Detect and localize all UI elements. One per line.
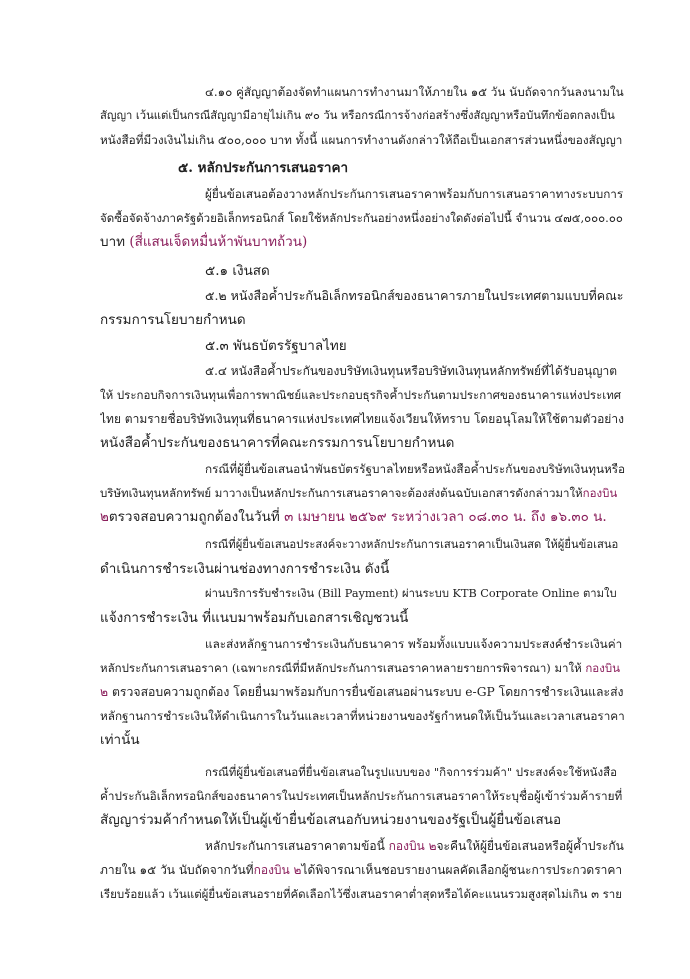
item-5-2-line-1: ๕.๒ หนังสือค้ำประกันอิเล็กทรอนิกส์ของธนาคารภายในประเทศตามแบบที่คณะ bbox=[205, 288, 624, 303]
intro-baht-prefix: บาท bbox=[100, 234, 130, 250]
item-5-1: ๕.๑ เงินสด bbox=[205, 263, 270, 279]
bond-paragraph-line-3 bbox=[100, 507, 625, 527]
bill-payment-line-1: ผ่านบริการรับชำระเงิน (Bill Payment) ผ่านระบบ KTB Corporate Online ตามใบ bbox=[205, 587, 617, 600]
cash-paragraph-line-1: กรณีที่ผู้ยื่นข้อเสนอประสงค์จะวางหลักประกันการเสนอราคาเป็นเงินสด ให้ผู้ยื่นข้อเสนอ bbox=[205, 538, 619, 551]
item-5-4-line-1: ๕.๔ หนังสือค้ำประกันของบริษัทเงินทุนหรือบริษัทเงินทุนหลักทรัพย์ที่ได้รับอนุญาต bbox=[205, 364, 617, 378]
clause-4-10-line-3: หนังสือที่มีวงเงินไม่เกิน ๕๐๐,๐๐๐ บาท ทั้งนี้ แผนการทำงานดังกล่าวให้ถือเป็นเอกสารส่วนหนึ่งของสัญญา bbox=[100, 133, 623, 147]
return-line-1-prefix: หลักประกันการเสนอราคาตามข้อนี้ bbox=[205, 839, 389, 853]
bond-line-3-text: ตรวจสอบความถูกต้องในวันที่ bbox=[108, 509, 285, 525]
section-5-intro-line-3 bbox=[100, 232, 625, 252]
wing-2-number: ๒ bbox=[100, 509, 109, 525]
proof-paragraph-line-5: เท่านั้น bbox=[100, 732, 140, 748]
section-5-intro-line-1: ผู้ยื่นข้อเสนอต้องวางหลักประกันการเสนอราคาพร้อมกับการเสนอราคาทางระบบการ bbox=[205, 187, 624, 201]
bond-paragraph-line-1: กรณีที่ผู้ยื่นข้อเสนอนำพันธบัตรรัฐบาลไทยหรือหนังสือค้ำประกันของบริษัทเงินทุนหรือ bbox=[205, 462, 625, 476]
bond-paragraph-line-2 bbox=[100, 483, 625, 503]
proof-paragraph-line-4: หลักฐานการชำระเงินให้ดำเนินการในวันและเวลาที่หน่วยงานของรัฐกำหนดให้เป็นวันและเวลาเสนอราคา bbox=[100, 709, 625, 723]
wing-2-name: กองบิน bbox=[582, 486, 618, 500]
joint-venture-line-2: ค้ำประกันอิเล็กทรอนิกส์ของธนาคารในประเทศเป็นหลักประกันการเสนอราคาให้ระบุชื่อผู้เข้าร่วมค้ารายที่ bbox=[100, 789, 623, 803]
return-line-2-prefix: ภายใน ๑๕ วัน นับถัดจากวันที่ bbox=[100, 863, 254, 877]
cash-paragraph-line-2: ดำเนินการชำระเงินผ่านช่องทางการชำระเงิน ดังนี้ bbox=[100, 561, 390, 577]
amount-in-words: (สี่แสนเจ็ดหมื่นห้าพันบาทถ้วน) bbox=[129, 234, 308, 250]
wing-2-name: กองบิน ๒ bbox=[388, 839, 437, 853]
return-paragraph-line-2 bbox=[100, 860, 625, 880]
clause-4-10-line-1: ๔.๑๐ คู่สัญญาต้องจัดทำแผนการทำงานมาให้ภายใน ๑๕ วัน นับถัดจากวันลงนามใน bbox=[205, 85, 624, 99]
proof-paragraph-line-1: และส่งหลักฐานการชำระเงินกับธนาคาร พร้อมทั้งแบบแจ้งความประสงค์ชำระเงินค่า bbox=[205, 637, 623, 651]
section-5-intro-line-2: จัดซื้อจัดจ้างภาครัฐด้วยอิเล็กทรอนิกส์ โดยใช้หลักประกันอย่างหนึ่งอย่างใดดังต่อไปนี้ จำนวน ๔๗๕,๐๐๐.๐๐ bbox=[100, 211, 623, 225]
item-5-3: ๕.๓ พันธบัตรรัฐบาลไทย bbox=[205, 338, 347, 354]
wing-2-name: กองบิน bbox=[585, 661, 620, 675]
section-5-heading: ๕. หลักประกันการเสนอราคา bbox=[178, 160, 349, 176]
item-5-4-line-4: หนังสือค้ำประกันของธนาคารที่คณะกรรมการนโยบายกำหนด bbox=[100, 435, 455, 451]
return-paragraph-line-1 bbox=[205, 836, 625, 856]
proof-line-2-text: หลักประกันการเสนอราคา (เฉพาะกรณีที่มีหลักประกันการเสนอราคาหลายรายการพิจารณา) มาให้ bbox=[100, 661, 586, 675]
item-5-2-line-2: กรรมการนโยบายกำหนด bbox=[100, 312, 246, 328]
wing-2-number: ๒ bbox=[100, 685, 109, 699]
item-5-4-line-2: ให้ ประกอบกิจการเงินทุนเพื่อการพาณิชย์และประกอบธุรกิจค้ำประกันตามประกาศของธนาคารแห่งประเทศ bbox=[100, 388, 622, 402]
item-5-4-line-3: ไทย ตามรายชื่อบริษัทเงินทุนที่ธนาคารแห่งประเทศไทยแจ้งเวียนให้ทราบ โดยอนุโลมให้ใช้ตามตัวอย่าง bbox=[100, 412, 624, 426]
proof-paragraph-line-2 bbox=[100, 658, 625, 678]
wing-2-name: กองบิน ๒ bbox=[253, 863, 302, 877]
submission-date-time: ๓ เมษายน ๒๕๖๙ ระหว่างเวลา ๐๘.๓๐ น. ถึง ๑๖.๓๐ น. bbox=[284, 509, 607, 525]
bill-payment-line-2: แจ้งการชำระเงิน ที่แนบมาพร้อมกับเอกสารเชิญชวนนี้ bbox=[100, 610, 409, 626]
joint-venture-line-3: สัญญาร่วมค้ากำหนดให้เป็นผู้เข้ายื่นข้อเสนอกับหน่วยงานของรัฐเป็นผู้ยื่นข้อเสนอ bbox=[100, 812, 562, 828]
proof-paragraph-line-3 bbox=[100, 682, 625, 702]
clause-4-10-line-2: สัญญา เว้นแต่เป็นกรณีสัญญามีอายุไม่เกิน ๙๐ วัน หรือกรณีการจ้างก่อสร้างซึ่งสัญญาหรือบันทึกข้อตกลงเป็น bbox=[100, 109, 615, 122]
return-paragraph-line-3: เรียบร้อยแล้ว เว้นแต่ผู้ยื่นข้อเสนอรายที่คัดเลือกไว้ซึ่งเสนอราคาต่ำสุดหรือได้คะแนนรวมสูงสุดไม่เกิน ๓ ราย bbox=[100, 887, 622, 901]
bond-line-2-text: บริษัทเงินทุนหลักทรัพย์ มาวางเป็นหลักประกันการเสนอราคาจะต้องส่งต้นฉบับเอกสารดังกล่าวมาให้ bbox=[100, 486, 583, 500]
return-line-2-rest: ได้พิจารณาเห็นชอบรายงานผลคัดเลือกผู้ชนะการประกวดราคา bbox=[301, 863, 623, 877]
proof-line-3-text: ตรวจสอบความถูกต้อง โดยยื่นมาพร้อมกับการยื่นข้อเสนอผ่านระบบ e-GP โดยการชำระเงินและส่ง bbox=[108, 685, 624, 699]
joint-venture-line-1: กรณีที่ผู้ยื่นข้อเสนอที่ยื่นข้อเสนอในรูปแบบของ "กิจการร่วมค้า" ประสงค์จะใช้หนังสือ bbox=[205, 765, 618, 779]
return-line-1-rest: จะคืนให้ผู้ยื่นข้อเสนอหรือผู้ค้ำประกัน bbox=[436, 839, 624, 853]
